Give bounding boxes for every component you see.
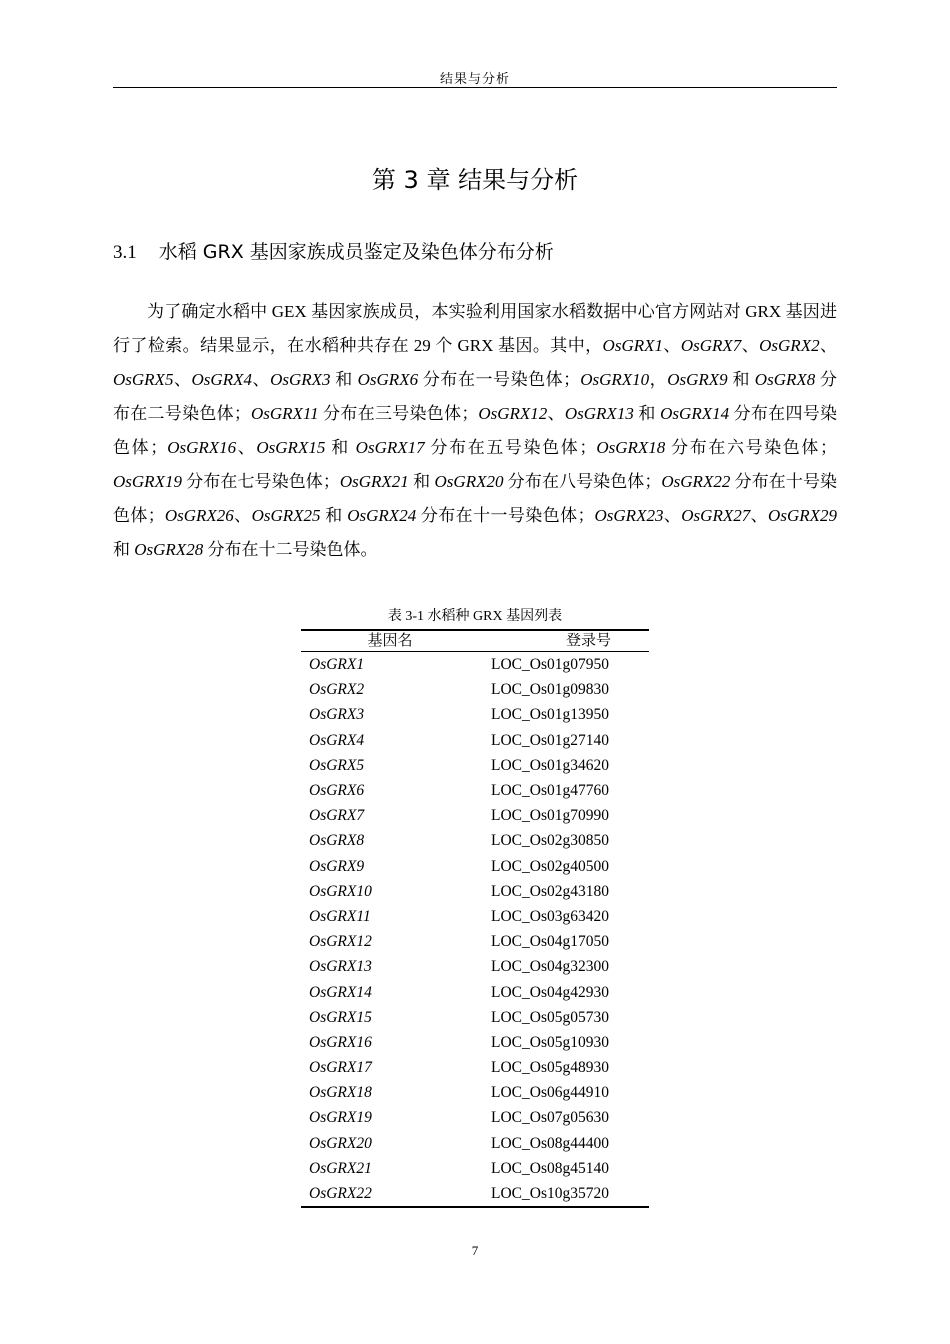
accession-cell: LOC_Os01g09830 — [491, 681, 609, 699]
paragraph-text: 、 — [819, 336, 838, 355]
chapter-title: 第 3 章 结果与分析 — [371, 166, 579, 194]
column-header-gene-name: 基因名 — [301, 630, 479, 652]
accession-cell: LOC_Os10g35720 — [479, 1181, 649, 1207]
section-number: 3.1 — [113, 242, 137, 263]
table-row — [301, 904, 649, 929]
gene-name: OsGRX11 — [250, 404, 319, 423]
paragraph-text: 分布在十一号染色体； — [416, 506, 595, 525]
accession-cell: LOC_Os08g45140 — [491, 1159, 609, 1177]
gene-name-cell: OsGRX19 — [309, 1109, 372, 1127]
running-header: 结果与分析 — [439, 71, 510, 86]
paragraph-text: 和 — [325, 438, 356, 457]
gene-name-cell: OsGRX5 — [309, 756, 365, 774]
gene-name: OsGRX16 — [167, 438, 237, 457]
gene-table — [301, 629, 649, 1208]
table-row — [301, 1105, 649, 1130]
column-header-accession: 登录号 — [479, 630, 649, 652]
gene-name: OsGRX13 — [564, 404, 634, 423]
accession-cell: LOC_Os01g13950 — [491, 706, 609, 724]
table-row — [301, 929, 649, 954]
accession-cell: LOC_Os06g44910 — [491, 1084, 609, 1102]
table-row — [301, 803, 649, 828]
table-header-row — [301, 630, 649, 652]
table-row — [301, 954, 649, 979]
paragraph-text: 分布在十二号染色体。 — [203, 540, 378, 559]
paragraph-text: 分布在四号染色体； — [113, 404, 838, 457]
paragraph-text: 、 — [173, 370, 192, 389]
paragraph-text: 分布在八号染色体； — [503, 472, 662, 491]
gene-name: OsGRX21 — [339, 472, 409, 491]
table-row — [301, 854, 649, 879]
table-row — [301, 828, 649, 853]
accession-cell: LOC_Os05g48930 — [491, 1059, 609, 1077]
gene-name: OsGRX12 — [478, 404, 548, 423]
gene-name: OsGRX8 — [754, 370, 816, 389]
gene-name: OsGRX9 — [667, 370, 728, 389]
gene-name-cell: OsGRX8 — [309, 832, 365, 850]
gene-name-cell: OsGRX2 — [309, 681, 365, 699]
paragraph-text: 分布在七号染色体； — [181, 472, 340, 491]
gene-name: OsGRX15 — [256, 438, 326, 457]
paragraph-text: 和 — [330, 370, 358, 389]
accession-cell: LOC_Os01g34620 — [491, 756, 609, 774]
gene-name-cell: OsGRX6 — [309, 782, 365, 800]
accession-cell: LOC_Os01g70990 — [491, 807, 609, 825]
section-heading — [113, 237, 554, 264]
gene-name-cell: OsGRX12 — [309, 933, 372, 951]
gene-name-cell: OsGRX13 — [309, 958, 372, 976]
table-row — [301, 778, 649, 803]
gene-name-cell: OsGRX7 — [309, 807, 365, 825]
body-paragraph — [113, 295, 837, 567]
table-row — [301, 1005, 649, 1030]
paragraph-text: 、 — [750, 506, 769, 525]
accession-cell: LOC_Os05g05730 — [491, 1008, 609, 1026]
gene-name: OsGRX19 — [113, 472, 182, 491]
paragraph-text: 和 — [727, 370, 755, 389]
paragraph-text: ， — [649, 370, 668, 389]
gene-name: OsGRX20 — [434, 472, 504, 491]
accession-cell: LOC_Os05g10930 — [491, 1033, 609, 1051]
accession-cell: LOC_Os04g17050 — [491, 933, 609, 951]
accession-cell: LOC_Os03g63420 — [491, 907, 609, 925]
accession-cell: LOC_Os02g30850 — [491, 832, 609, 850]
gene-name: OsGRX17 — [355, 438, 425, 457]
gene-name-cell: OsGRX22 — [301, 1181, 479, 1207]
table-row — [301, 702, 649, 727]
paragraph-text: 和 — [408, 472, 435, 491]
gene-name: OsGRX7 — [680, 336, 742, 355]
gene-name: OsGRX22 — [661, 472, 731, 491]
gene-name-cell: OsGRX17 — [309, 1059, 372, 1077]
paragraph-text: 分布在一号染色体； — [418, 370, 581, 389]
gene-name-cell: OsGRX21 — [309, 1159, 372, 1177]
gene-name-cell: OsGRX11 — [309, 907, 371, 925]
gene-name-cell: OsGRX15 — [309, 1008, 372, 1026]
gene-name-cell: OsGRX3 — [309, 706, 365, 724]
section-title: 水稻 GRX 基因家族成员鉴定及染色体分布分析 — [158, 241, 554, 263]
table-row — [301, 1131, 649, 1156]
paragraph-text: 分布在五号染色体； — [424, 438, 597, 457]
gene-name-cell: OsGRX14 — [309, 983, 372, 1001]
table-caption: 表 3-1 水稻种 GRX 基因列表 — [387, 609, 563, 624]
gene-name: OsGRX1 — [602, 336, 663, 355]
gene-name-cell: OsGRX10 — [309, 882, 372, 900]
gene-name: OsGRX6 — [357, 370, 419, 389]
gene-name: OsGRX25 — [251, 506, 321, 525]
paragraph-text: 、 — [236, 438, 257, 457]
accession-cell: LOC_Os04g32300 — [491, 958, 609, 976]
gene-name-cell: OsGRX18 — [309, 1084, 372, 1102]
gene-name-cell: OsGRX20 — [309, 1134, 372, 1152]
table-row — [301, 1030, 649, 1055]
gene-name: OsGRX3 — [270, 370, 331, 389]
gene-name-cell: OsGRX16 — [309, 1033, 372, 1051]
accession-cell: LOC_Os07g05630 — [491, 1109, 609, 1127]
gene-name: OsGRX10 — [580, 370, 650, 389]
table-row — [301, 979, 649, 1004]
table-row — [301, 1080, 649, 1105]
paragraph-text: 分布在十号染色体； — [113, 472, 838, 525]
paragraph-text: 为了确定水稻中 GEX 基因家族成员，本实验利用国家水稻数据中心官方网站对 GRX 基因进行了检索。结果显示，在水稻种共存在 29 个 GRX 基因。其中， — [113, 302, 837, 355]
table-row — [301, 1055, 649, 1080]
table-row — [301, 1181, 649, 1207]
gene-name: OsGRX26 — [164, 506, 234, 525]
gene-name: OsGRX24 — [347, 506, 417, 525]
paragraph-text: 分布在六号染色体； — [665, 438, 838, 457]
paragraph-text: 、 — [547, 404, 565, 423]
gene-name: OsGRX14 — [660, 404, 730, 423]
paragraph-text: 和 — [320, 506, 348, 525]
paragraph-text: 、 — [233, 506, 252, 525]
paragraph-text: 、 — [663, 336, 681, 355]
table-row — [301, 753, 649, 778]
gene-name-cell: OsGRX4 — [309, 731, 365, 749]
gene-name: OsGRX27 — [681, 506, 751, 525]
accession-cell: LOC_Os02g43180 — [491, 882, 609, 900]
gene-name-cell: OsGRX9 — [309, 857, 365, 875]
accession-cell: LOC_Os01g47760 — [491, 782, 609, 800]
gene-name: OsGRX4 — [191, 370, 252, 389]
table-row — [301, 677, 649, 702]
gene-name: OsGRX18 — [596, 438, 666, 457]
paragraph-text: 、 — [663, 506, 682, 525]
paragraph-text: 分布在二号染色体； — [113, 370, 838, 423]
gene-name: OsGRX2 — [759, 336, 820, 355]
paragraph-text: 分布在三号染色体； — [318, 404, 479, 423]
gene-name: OsGRX29 — [768, 506, 837, 525]
accession-cell: LOC_Os01g07950 — [491, 656, 609, 674]
accession-cell: LOC_Os01g27140 — [491, 731, 609, 749]
gene-name: OsGRX5 — [113, 370, 174, 389]
table-row — [301, 652, 649, 678]
accession-cell: LOC_Os08g44400 — [491, 1134, 609, 1152]
accession-cell: LOC_Os04g42930 — [491, 983, 609, 1001]
page-number: 7 — [471, 1243, 479, 1258]
table-row — [301, 879, 649, 904]
table-row — [301, 1156, 649, 1181]
paragraph-text: 、 — [251, 370, 271, 389]
paragraph-text: 和 — [633, 404, 661, 423]
gene-name: OsGRX28 — [134, 540, 204, 559]
table-row — [301, 728, 649, 753]
paragraph-text: 、 — [741, 336, 760, 355]
header-rule — [113, 87, 837, 88]
gene-name-cell: OsGRX1 — [309, 656, 365, 674]
paragraph-text: 和 — [113, 540, 135, 559]
gene-name: OsGRX23 — [594, 506, 664, 525]
accession-cell: LOC_Os02g40500 — [491, 857, 609, 875]
